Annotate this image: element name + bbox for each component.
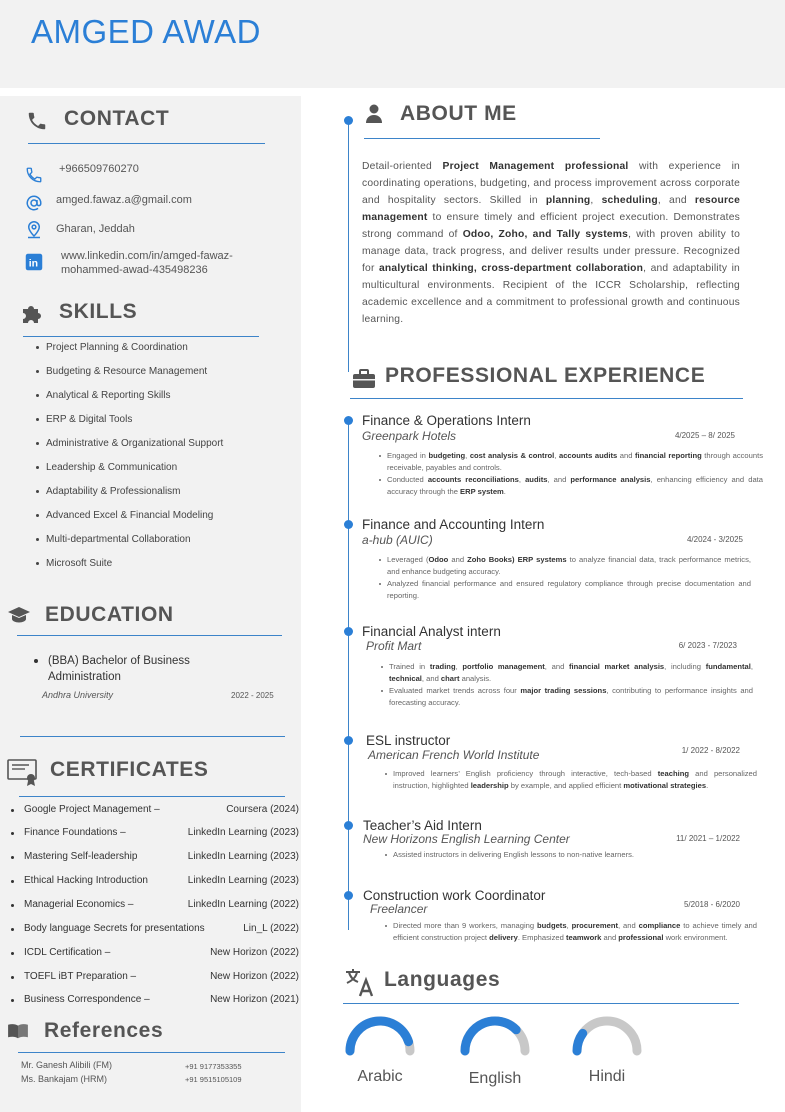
bold-text: budgets xyxy=(537,921,567,930)
text-run: and personalized instruction, highlighted xyxy=(393,769,757,790)
bold-text: leadership xyxy=(470,781,509,790)
job-bullet xyxy=(378,554,751,578)
references-heading: References xyxy=(44,1019,164,1042)
briefcase-icon xyxy=(352,369,376,394)
text-run: Evaluated market trends across four xyxy=(389,686,521,695)
job-bullets xyxy=(384,849,757,861)
candidate-name: AMGED AWAD xyxy=(31,13,261,50)
languages-divider xyxy=(343,1003,739,1004)
job-date: 6/ 2023 - 7/2023 xyxy=(678,641,737,650)
job-bullets xyxy=(380,661,753,709)
education-heading: EDUCATION xyxy=(45,603,174,626)
text-run: , and xyxy=(618,921,639,930)
text-run: , xyxy=(566,921,572,930)
text-run: , with proven ability to manage data, track progress, and deliver results under pressure. Recognized for xyxy=(362,229,740,274)
text-run: , enhancing efficiency and data accuracy through the xyxy=(387,475,763,496)
bold-text: chart xyxy=(440,674,460,683)
job-title: Finance and Accounting Intern xyxy=(362,517,545,532)
about-timeline-dot xyxy=(344,116,353,125)
languages-heading: Languages xyxy=(384,968,501,991)
certificates-heading: CERTIFICATES xyxy=(50,758,209,781)
text-run: work environment. xyxy=(663,933,728,942)
bold-text: ERP system xyxy=(460,487,504,496)
bold-text: planning xyxy=(545,195,591,206)
experience-timeline-dot xyxy=(344,416,353,425)
education-school: Andhra University xyxy=(42,690,114,700)
reference-2-name: Ms. Bankajam (HRM) xyxy=(21,1074,108,1084)
about-divider xyxy=(364,138,600,139)
bold-text: trading xyxy=(429,662,456,671)
bold-text: resource management xyxy=(362,195,741,223)
text-run: , xyxy=(465,451,470,460)
language-gauge-svg xyxy=(557,1015,657,1057)
education-degree xyxy=(48,653,190,685)
education-divider xyxy=(17,635,282,636)
certificate-row xyxy=(11,875,299,889)
text-run: , xyxy=(554,451,559,460)
job-bullet xyxy=(378,578,751,602)
contact-location: Gharan, Jeddah xyxy=(56,223,135,235)
text-run: . Emphasized xyxy=(517,933,566,942)
contact-linkedin[interactable] xyxy=(61,249,233,277)
about-body xyxy=(362,158,740,328)
skill-item: ERP & Digital Tools xyxy=(36,413,223,437)
job-bullets xyxy=(378,554,751,602)
text-run: to achieve timely and efficient construction project xyxy=(393,921,757,942)
text-run: analysis. xyxy=(459,674,492,683)
bold-text: teaching xyxy=(657,769,689,778)
text-run: and xyxy=(601,933,619,942)
certificate-row xyxy=(11,899,299,913)
text-run: and xyxy=(617,451,636,460)
linkedin-icon xyxy=(25,253,43,276)
certificate-provider: LinkedIn Learning (2023) xyxy=(187,827,299,838)
certificate-name: Business Correspondence – xyxy=(24,994,150,1005)
text-run: , and xyxy=(421,674,441,683)
certificate-bullet xyxy=(11,976,14,979)
job-bullet xyxy=(378,474,763,498)
bold-text: financial reporting xyxy=(635,451,702,460)
certificate-row xyxy=(11,994,299,1008)
bold-text: scheduling xyxy=(601,195,658,206)
job-organization: a-hub (AUIC) xyxy=(362,533,433,547)
text-run: with experience in coordinating operations, budgeting, and process improvement across corporate and hospitality sectors. Skilled in xyxy=(362,161,740,206)
skill-item: Leadership & Communication xyxy=(36,461,223,485)
certificate-provider: LinkedIn Learning (2023) xyxy=(187,875,299,886)
bold-text: Odoo, Zoho, and Tally systems xyxy=(462,229,629,240)
bold-text: technical xyxy=(389,674,422,683)
certificate-name: Body language Secrets for presentations xyxy=(24,923,205,934)
text-run: Leveraged ( xyxy=(387,555,429,564)
phone-icon xyxy=(26,110,48,137)
text-run: Trained in xyxy=(389,662,430,671)
language-gauge xyxy=(445,1015,545,1088)
certificate-bullet xyxy=(11,904,14,907)
degree-line-1: (BBA) Bachelor of Business xyxy=(48,655,190,667)
job-title: ESL instructor xyxy=(366,733,451,748)
certificate-name: Managerial Economics – xyxy=(24,899,134,910)
certificate-bullet xyxy=(11,928,14,931)
about-heading: ABOUT ME xyxy=(400,102,517,125)
language-gauge xyxy=(330,1015,430,1086)
text-run: Engaged in xyxy=(387,451,429,460)
language-name: English xyxy=(468,1070,522,1087)
text-run: and xyxy=(448,555,468,564)
text-run: . xyxy=(706,781,709,790)
skill-item: Microsoft Suite xyxy=(36,557,223,581)
degree-line-2: Administration xyxy=(48,671,121,683)
bold-text: portfolio management xyxy=(462,662,545,671)
skill-item: Project Planning & Coordination xyxy=(36,341,223,365)
bold-text: cost analysis & control xyxy=(469,451,555,460)
text-run: , xyxy=(750,662,753,671)
bold-text: accounts audits xyxy=(558,451,618,460)
certificate-row xyxy=(11,923,299,937)
job-bullet xyxy=(378,450,763,474)
skill-item: Advanced Excel & Financial Modeling xyxy=(36,509,223,533)
bold-text: analytical thinking, cross-department collaboration xyxy=(378,263,644,274)
linkedin-line-1: www.linkedin.com/in/amged-fawaz- xyxy=(61,250,233,262)
experience-timeline-dot xyxy=(344,891,353,900)
job-organization: American French World Institute xyxy=(368,748,540,762)
bold-text: professional xyxy=(618,933,664,942)
job-bullets xyxy=(384,768,757,792)
language-name: Hindi xyxy=(588,1068,626,1085)
text-run: Conducted xyxy=(387,475,428,484)
text-run: , and xyxy=(547,475,571,484)
bold-text: motivational strategies xyxy=(623,781,707,790)
certificate-bullet xyxy=(11,809,14,812)
language-gauge xyxy=(557,1015,657,1086)
text-run: , contributing to performance insights and forecasting accuracy. xyxy=(389,686,753,707)
user-icon xyxy=(366,104,382,129)
linkedin-line-2: mohammed-awad-435498236 xyxy=(61,264,208,276)
references-divider xyxy=(18,1052,285,1053)
reference-1-name: Mr. Ganesh Alibili (FM) xyxy=(21,1060,113,1070)
job-date: 1/ 2022 - 8/2022 xyxy=(681,746,740,755)
certificate-row xyxy=(11,851,299,865)
job-title: Construction work Coordinator xyxy=(363,888,546,903)
certificate-provider: LinkedIn Learning (2023) xyxy=(187,851,299,862)
puzzle-icon xyxy=(21,302,45,329)
book-icon xyxy=(7,1022,29,1045)
text-run: to analyze financial data, track performance metrics, and enhance budgeting accuracy. xyxy=(387,555,751,576)
bold-text: delivery xyxy=(489,933,518,942)
reference-2-phone[interactable]: +91 9515105109 xyxy=(185,1075,242,1084)
certificate-provider: LinkedIn Learning (2022) xyxy=(187,899,299,910)
bold-text: fundamental xyxy=(705,662,751,671)
skill-item: Adaptability & Professionalism xyxy=(36,485,223,509)
certificate-provider: New Horizon (2022) xyxy=(210,971,299,982)
about-paragraph xyxy=(362,158,740,328)
job-organization: Greenpark Hotels xyxy=(362,429,457,443)
job-date: 5/2018 - 6/2020 xyxy=(683,900,740,909)
text-run: Directed more than 9 workers, managing xyxy=(393,921,538,930)
text-run: , xyxy=(590,195,602,206)
contact-phone[interactable]: +966509760270 xyxy=(59,163,139,175)
bold-text: audits xyxy=(525,475,548,484)
education-years: 2022 - 2025 xyxy=(231,691,274,700)
text-run: by example, and applied efficient xyxy=(508,781,624,790)
text-run: Assisted instructors in delivering English lessons to non-native learners. xyxy=(393,850,635,859)
language-name: Arabic xyxy=(357,1068,403,1085)
skills-list xyxy=(36,341,223,581)
job-organization: Profit Mart xyxy=(366,639,422,653)
contact-divider xyxy=(28,143,265,144)
certificate-name: Ethical Hacking Introduction xyxy=(24,875,148,886)
text-run: , and xyxy=(544,662,570,671)
certificate-name: ICDL Certification – xyxy=(24,947,111,958)
text-run: , xyxy=(455,662,463,671)
certificate-bullet xyxy=(11,952,14,955)
bold-text: Zoho Books) ERP systems xyxy=(467,555,567,564)
text-run: . xyxy=(503,487,506,496)
text-run: , and adaptability in multicultural environments. Recipient of the ICCR Scholarship, reflecting academic excellence and a commitment to professional growth and continuous learning. xyxy=(362,263,740,325)
certificate-icon xyxy=(7,759,39,792)
job-date: 11/ 2021 – 1/2022 xyxy=(676,834,740,843)
text-run: to ensure timely and efficient project execution. Demonstrates strong command of xyxy=(362,212,740,240)
gauge-fill xyxy=(577,1033,583,1051)
certificate-row xyxy=(11,827,299,841)
bold-text: teamwork xyxy=(565,933,602,942)
map-pin-icon xyxy=(25,220,43,245)
experience-timeline-dot xyxy=(344,736,353,745)
skill-item: Multi-departmental Collaboration xyxy=(36,533,223,557)
experience-timeline-dot xyxy=(344,627,353,636)
reference-1-phone[interactable]: +91 9177353355 xyxy=(185,1062,242,1071)
job-bullet xyxy=(384,849,757,861)
language-gauge-svg xyxy=(330,1015,430,1057)
education-bottom-divider xyxy=(20,736,285,737)
text-run: , and xyxy=(657,195,695,206)
bold-text: Odoo xyxy=(428,555,449,564)
certificate-name: Finance Foundations – xyxy=(24,827,126,838)
svg-text:in: in xyxy=(28,257,39,270)
certificate-provider: New Horizon (2021) xyxy=(210,994,299,1005)
bold-text: major trading sessions xyxy=(520,686,607,695)
job-date: 4/2025 – 8/ 2025 xyxy=(674,431,735,440)
certificate-name: Google Project Management – xyxy=(24,804,160,815)
certificate-bullet xyxy=(11,999,14,1002)
at-icon xyxy=(25,194,43,217)
job-title: Finance & Operations Intern xyxy=(362,413,531,428)
text-run: , xyxy=(518,475,526,484)
certificates-divider xyxy=(19,796,285,797)
certificate-name: TOEFL iBT Preparation – xyxy=(24,971,137,982)
gauge-fill xyxy=(465,1021,516,1051)
job-date: 4/2024 - 3/2025 xyxy=(686,535,743,544)
contact-email[interactable]: amged.fawaz.a@gmail.com xyxy=(56,194,192,206)
translate-icon xyxy=(344,966,376,1003)
education-bullet xyxy=(34,659,38,663)
experience-divider xyxy=(350,398,743,399)
text-run: Improved learners’ English proficiency through interactive, tech-based xyxy=(393,769,658,778)
job-title: Teacher’s Aid Intern xyxy=(363,818,482,833)
bold-text: procurement xyxy=(571,921,618,930)
bold-text: financial market analysis xyxy=(569,662,665,671)
skills-heading: SKILLS xyxy=(59,300,138,323)
job-organization: Freelancer xyxy=(370,902,428,916)
certificate-provider: New Horizon (2022) xyxy=(210,947,299,958)
certificate-bullet xyxy=(11,856,14,859)
experience-timeline-dot xyxy=(344,821,353,830)
certificate-provider: Coursera (2024) xyxy=(226,804,299,815)
skill-item: Administrative & Organizational Support xyxy=(36,437,223,461)
job-organization: New Horizons English Learning Center xyxy=(363,832,570,846)
experience-timeline-line xyxy=(348,418,349,930)
certificate-bullet xyxy=(11,880,14,883)
bold-text: Project Management professional xyxy=(442,161,629,172)
job-bullet xyxy=(384,768,757,792)
contact-heading: CONTACT xyxy=(64,107,170,130)
job-bullet xyxy=(380,661,753,685)
text-run: Analyzed financial performance and ensured regulatory compliance through precise documentation and reporting. xyxy=(387,579,751,600)
skill-item: Budgeting & Resource Management xyxy=(36,365,223,389)
experience-heading: PROFESSIONAL EXPERIENCE xyxy=(385,364,706,387)
about-timeline-line xyxy=(348,120,349,372)
bold-text: budgeting xyxy=(428,451,466,460)
text-run: through accounts receivable, payables and controls. xyxy=(387,451,763,472)
job-bullet xyxy=(380,685,753,709)
bold-text: performance analysis xyxy=(570,475,651,484)
skill-item: Analytical & Reporting Skills xyxy=(36,389,223,413)
certificate-provider: Lin_L (2022) xyxy=(243,923,299,934)
graduation-cap-icon xyxy=(7,605,31,630)
job-bullet xyxy=(384,920,757,944)
text-run: Detail-oriented xyxy=(362,161,443,172)
text-run: , including xyxy=(664,662,706,671)
bold-text: compliance xyxy=(638,921,681,930)
job-bullets xyxy=(384,920,757,944)
language-gauge-svg xyxy=(445,1015,545,1057)
bold-text: accounts reconciliations xyxy=(427,475,519,484)
certificate-row xyxy=(11,804,299,818)
certificate-name: Mastering Self-leadership xyxy=(24,851,138,862)
certificate-bullet xyxy=(11,832,14,835)
job-bullets xyxy=(378,450,763,498)
certificate-row xyxy=(11,947,299,961)
certificate-row xyxy=(11,971,299,985)
skills-divider xyxy=(23,336,259,337)
experience-timeline-dot xyxy=(344,520,353,529)
job-title: Financial Analyst intern xyxy=(362,624,501,639)
phone-icon xyxy=(25,166,43,189)
